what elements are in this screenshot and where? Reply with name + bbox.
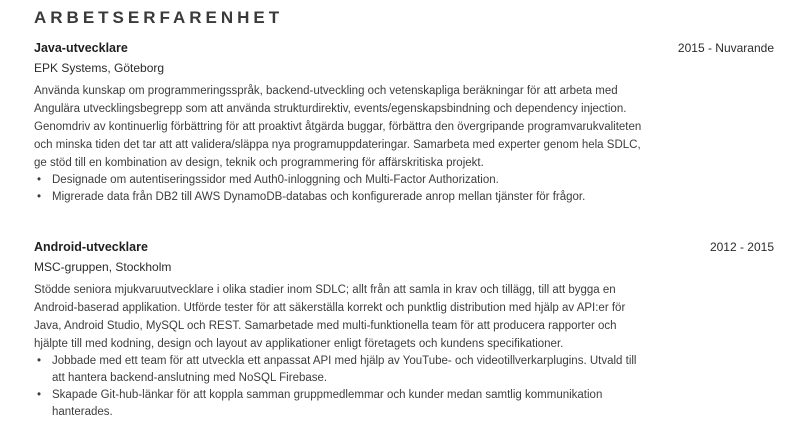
company-name: MSC-gruppen, Stockholm [34, 260, 172, 274]
bullet-icon: • [37, 389, 42, 401]
job-title: Java-utvecklare [34, 41, 128, 55]
bullet-list [34, 353, 646, 421]
job-title: Android-utvecklare [34, 240, 148, 254]
bullet-item [34, 189, 646, 206]
bullet-item [34, 387, 646, 421]
bullet-icon: • [37, 355, 42, 367]
bullet-text: Designade om autentiseringssidor med Auth0-inloggning och Multi-Factor Authorization. [52, 174, 499, 186]
job-dates: 2012 - 2015 [709, 240, 774, 254]
job-entry [34, 238, 774, 421]
job-header [34, 39, 774, 57]
bullet-text: Skapade Git-hub-länkar för att koppla samman gruppmedlemmar och kunder medan samtlig kommunikation hanterades. [52, 389, 603, 418]
section-title: ARBETSERFARENHET [34, 8, 284, 27]
bullet-text: Migrerade data från DB2 till AWS DynamoDB-databas och konfigurerade anrop mellan tjänster för frågor. [52, 191, 586, 203]
bullet-icon: • [37, 191, 42, 203]
job-entry [34, 39, 774, 206]
bullet-item [34, 172, 646, 189]
bullet-item [34, 353, 646, 387]
job-dates: 2015 - Nuvarande [677, 41, 774, 55]
bullet-list [34, 172, 646, 206]
bullet-text: Jobbade med ett team för att utveckla ett anpassat API med hjälp av YouTube- och videotillverkarplugins. Utvald till att hantera backend-anslutning med NoSQL Firebase. [52, 355, 637, 384]
job-header [34, 238, 774, 256]
bullet-icon: • [37, 174, 42, 186]
company-name: EPK Systems, Göteborg [34, 61, 165, 75]
job-description: Stödde seniora mjukvaruutvecklare i olika stadier inom SDLC; allt från att samla in krav och tillägg, till att bygga en Android-baserad applikation. Utförde tester för att säkerställa korrekt och punktlig distribution med hjälp av API:er för Java, Android Studio, MySQL och REST. Samarbetade med multi-funktionella team för att producera rapporter och hjälpte till med kodning, design och layout av applikationer enligt företagets och kundens specifikationer. [34, 284, 626, 350]
job-description: Använda kunskap om programmeringsspråk, backend-utveckling och vetenskapliga beräkningar för att arbeta med Angulära utvecklingsbegrepp som att använda strukturdirektiv, events/egenskapsbindning och dependency injection. Genomdriv av kontinuerlig förbättring för att proaktivt åtgärda buggar, förbättra den övergripande programvarukvaliteten och minska tiden det tar att att validera/släppa nya programuppdateringar. Samarbeta med experter genom hela SDLC, ge stöd till en kombination av design, teknik och programmering för affärskritiska projekt. [34, 85, 642, 169]
